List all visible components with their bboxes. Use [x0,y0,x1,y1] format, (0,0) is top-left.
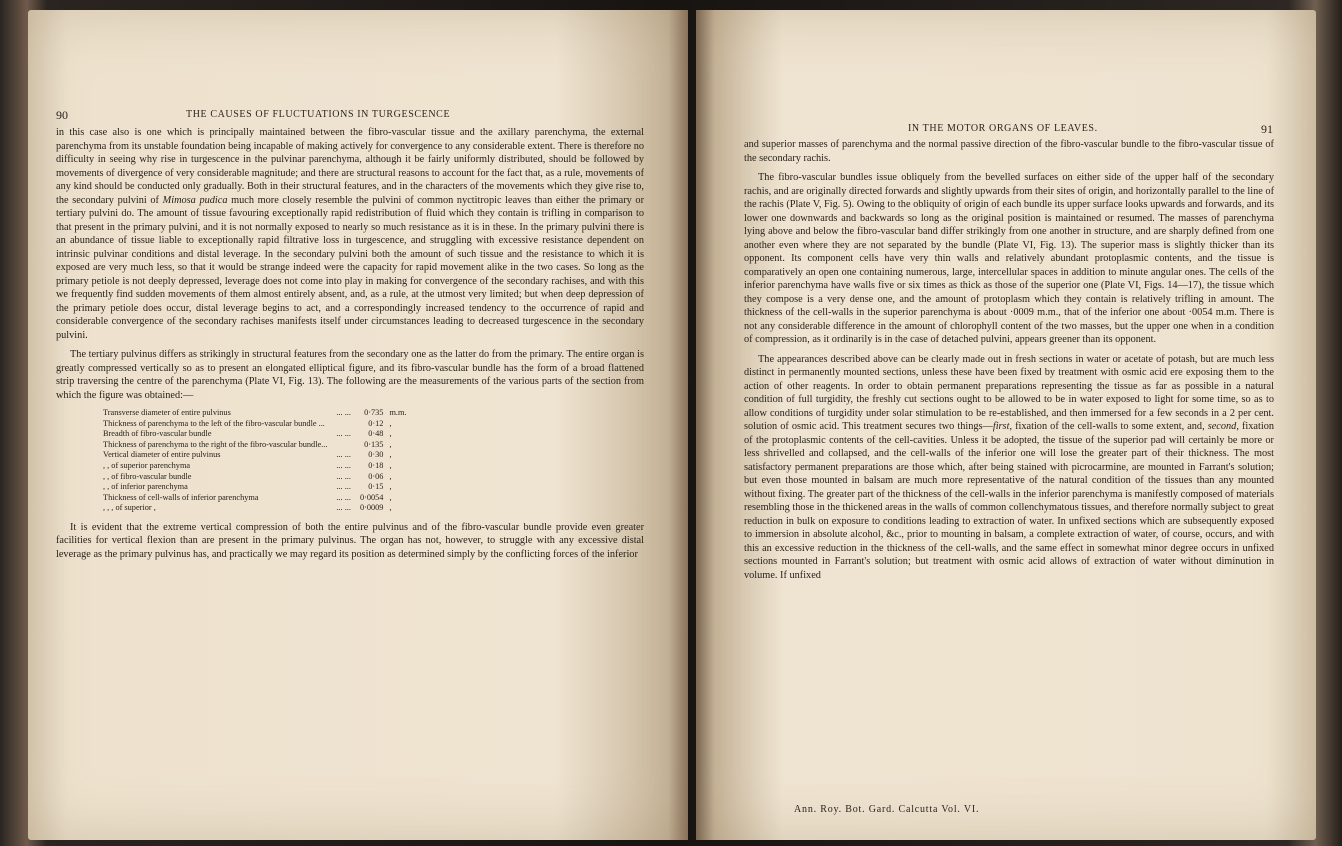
measure-unit: , [389,482,392,492]
measure-label: Vertical diameter of entire pulvinus [103,450,221,460]
measure-dots: ... ... [336,471,351,481]
table-row [100,472,410,483]
measure-dots: ... ... [336,503,351,513]
paragraph: The fibro-vascular bundles issue obliquely from the bevelled surfaces on either side of the upper half of the secondary rachis, and are originally directed forwards and slightly upwards from their sites of origin, and horizontally parallel to the line of the rachis (Plate V, Fig. 5). Owing to the obliquity of origin of each bundle its upper surface looks upwards and forwards, and its lower one downwards and backwards so long as the original position is maintained or resumed. The masses of parenchyma lying above and below the fibro-vascular band differ strikingly from one another in structure, and are sharply defined from one another even where they are not separated by the bundle (Plate VI, Fig. 13). The superior mass is slightly thicker than its opponent. Its component cells have very thin walls and relatively abundant protoplasmic contents, and the tissue is comparatively an open one containing numerous, large, intercellular spaces in addition to minute angular ones. The cells of the inferior parenchyma have walls five or six times as thick as those of the superior one (Plate VI, Figs. 14—17), the tissue which they compose is a very dense one, and the amount of protoplasm which they contain is relatively trifling in amount. The thickness of the cell-walls in the superior parenchyma is about ·0009 m.m., that of the inferior one about ·0054 m.m. There is not any considerable difference in the amount of chlorophyll content of the two masses, but the upper one when in a condition of compression, as it ordinarily is in the case of detached pulvini, appears greener than its opponent. [744,172,1274,345]
measure-unit: , [389,429,392,439]
measure-label: , , of superior parenchyma [103,460,191,470]
measure-value: 0·06 [368,471,384,481]
measure-label: , , , of superior , [103,503,156,513]
measure-value: 0·0009 [359,503,384,513]
page-number: 90 [56,108,68,122]
paragraph: The tertiary pulvinus differs as strikingly in structural features from the secondary one as the latter do from the primary. The entire organ is greatly compressed vertically so as to present an elongated elliptical figure, and its fibro-vascular bundle has the form of a broad flattened strip traversing the centre of the parenchyma (Plate VI, Fig. 13). The following are the measurements of the various parts of the section from which the figure was obtained:— [56,349,644,401]
measure-dots: ... ... [336,450,351,460]
measure-dots [330,440,357,451]
measure-label: Breadth of fibro-vascular bundle [103,429,212,439]
paragraph: It is evident that the extreme vertical compression of both the entire pulvinus and of the fibro-vascular bundle provide even greater facilities for vertical flexion than are present in the primary pulvinus. The organ has not, however, to struggle with any excessive distal leverage as the primary pulvinus has, and practically we may regard its position as determined simply by the conflicting forces of the inferior [56,521,644,560]
measure-label: Thickness of parenchyma to the left of the fibro-vascular bundle ... [103,418,325,428]
table-row [100,493,410,504]
paragraph: The appearances described above can be clearly made out in fresh sections in water or acetate of potash, but are much less distinct in permanently mounted sections, unless these have been fixed by treatment with osmic acid ere exposing them to the action of other reagents. In order to obtain permanent preparations representing the tissue as far as possible in a natural condition of full turgidity, the freshly cut sections ought to be allowed to be in water exposed to light for some time, so as to allow conditions of turgidity under solar stimulation to be re-established, and then immersed for a few seconds in a 2 per cent. solution of osmic acid. This treatment secures two things—first, fixation of the cell-walls to some extent, and, second, fixation of the protoplasmic contents of the cell-cavities. Unless it be adopted, the tissue of the superior pad will certainly be more or less shrivelled and collapsed, and the cell-walls of the inferior one will lose the greater part of their thickness. The most satisfactory permanent preparations are those which, after being stained with picrocarmine, are mounted in Farrant's solution; but even those mounted in balsam are much more representative of the natural condition of the tissues than any mounted without fixing. The greater part of the thickness of the cell-walls in the inferior parenchyma is manifestly composed of materials resembling those in the thickened areas in the walls of common collenchymatous tissues, and therefore normally subject to great reduction in bulk on exposure to conditions leading to extraction of water. In unfixed sections which are subsequently exposed to immersion in absolute alcohol, &c., prior to mounting in balsam, a complete extraction of water, of course, occurs, and with this an excessive reduction in the thickness of the cell-walls, and the same effect in somewhat minor degree occurs in unfixed sections mounted in Farrant's solution; but treatment with osmic acid allows of extraction of water without diminution in volume. If unfixed [744,353,1274,581]
right-body-text [744,138,1274,582]
measure-unit: , [389,418,392,428]
measure-value: 0·735 [364,408,384,417]
measure-label: Thickness of cell-walls of inferior parenchyma [103,492,259,502]
measure-dots: ... ... [336,408,351,417]
measure-value: 0·30 [368,450,384,460]
journal-footer: Ann. Roy. Bot. Gard. Calcutta Vol. VI. [794,804,980,815]
paragraph: and superior masses of parenchyma and the normal passive direction of the fibro-vascular bundle to the fibro-vascular tissue of the secondary rachis. [744,139,1274,164]
paragraph: in this case also is one which is principally maintained between the fibro-vascular tissue and the axillary parenchyma, the external parenchyma from its unstable foundation being incapable of making actively for convergence to any considerable extent. There is therefore no difficulty in seeing why rise in turgescence in the pulvinar parenchyma, although it be fairly uniformly distributed, should be followed by movements of divergence of very considerable magnitude; and there are structural reasons to account for the fact that, as a rule, movements of any kind should be conducted only gradually. Both in their structural features, and in the characters of the movements which they give rise to, the secondary pulvini of Mimosa pudica much more closely resemble the pulvini of common nyctitropic leaves than either the primary or tertiary pulvini do. The amount of tissue favouring exceptionally rapid redistribution of fluid which they contain is trifling in comparison to that present in the primary pulvini, and it is not normally exposed to nearly so much resistance as it is in these. In the primary pulvini there is an abundance of tissue liable to exceptionally rapid filtrative loss in turgescence, and struggling with excessive resistance dependent on intrinsic pulvinar conditions and distal leverage. In the secondary pulvini both the amount of such tissue and the resistance to which it is exposed are very much less, so that it would be strange indeed were the capacity for rapid movement alike in the two cases. So long as the primary petiole is not deeply depressed, leverage does not come into play in making for convergence of the secondary rachises, and with this we frequently find sudden movements of them almost entirely absent, and, as a rule, at the utmost very limited; but when deep depression of the primary petiole does occur, distal leverage begins to act, and a correspondingly increased tendency to the occurrence of rapid and considerable convergence of the secondary rachises manifests itself under circumstances leading to decreased turgescence in the secondary pulvini. [56,127,644,341]
measure-dots: ... ... [336,482,351,492]
measure-unit: m.m. [389,408,407,417]
running-head: THE CAUSES OF FLUCTUATIONS IN TURGESCENCE [186,109,451,120]
measure-value: 0·48 [368,429,384,439]
measure-unit: , [389,450,392,460]
table-row [100,440,410,451]
table-row [100,450,410,461]
table-row [100,408,410,419]
measure-unit: , [389,503,392,513]
table-row [100,419,410,430]
left-page [28,10,688,840]
measure-label: Thickness of parenchyma to the right of the fibro-vascular bundle... [103,439,328,449]
running-head: IN THE MOTOR ORGANS OF LEAVES. [908,123,1098,134]
measure-value: 0·135 [364,439,384,449]
measure-value: 0·0054 [359,492,384,502]
table-row [100,482,410,493]
measure-unit: , [389,492,392,502]
measure-dots [330,419,357,430]
measure-dots: ... ... [336,460,351,470]
left-body-text [56,126,644,561]
table-row [100,461,410,472]
measure-value: 0·12 [368,418,384,428]
measure-unit: , [389,471,392,481]
measurements-table [100,408,410,514]
measure-value: 0·18 [368,460,384,470]
measure-unit: , [389,439,392,449]
measure-unit: , [389,460,392,470]
page-number: 91 [1261,122,1273,136]
right-page [696,10,1316,840]
measure-label: , , of fibro-vascular bundle [103,471,192,481]
measure-label: Transverse diameter of entire pulvinus [103,408,231,417]
measure-value: 0·15 [368,482,384,492]
measure-dots: ... ... [336,492,351,502]
measure-label: , , of inferior parenchyma [103,482,188,492]
table-row [100,429,410,440]
measure-dots: ... ... [336,429,351,439]
table-row [100,503,410,514]
